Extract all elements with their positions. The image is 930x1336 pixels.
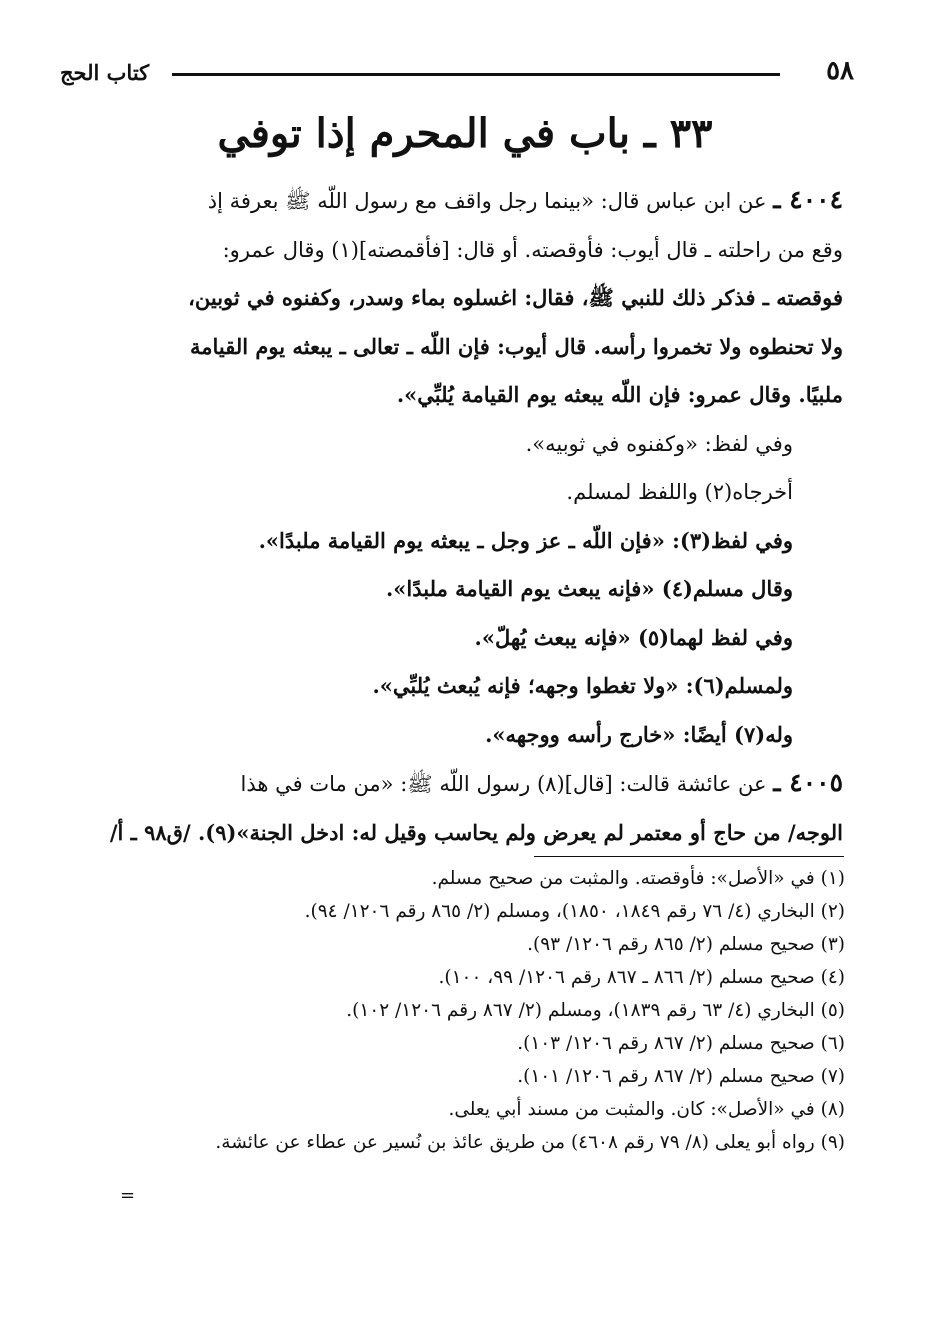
hadith-4004-line-1: ٤٠٠٤ ـ عن ابن عباس قال: «بينما رجل واقف مع رسول اللّه ﷺ بعرفة إذ	[207, 185, 843, 214]
hadith-number: ٤٠٠٤ ـ	[773, 185, 843, 214]
variant-line: وفي لفظ: «وكفنوه في ثوبيه».	[525, 431, 793, 456]
variant-line: وله(٧) أيضًا: «خارج رأسه ووجهه».	[485, 721, 793, 747]
footnote: (٦) صحيح مسلم (٢/ ٨٦٧ رقم ١٢٠٦/ ١٠٣).	[517, 1033, 845, 1054]
page-header	[60, 56, 860, 96]
page-number: ٥٨	[826, 56, 854, 86]
variant-line: ولمسلم(٦): «ولا تغطوا وجهه؛ فإنه يُبعث يُلبِّي».	[372, 673, 793, 698]
footnotes	[100, 862, 845, 1159]
continuation-mark: =	[120, 1185, 136, 1206]
variant-line: أخرجاه(٢) واللفظ لمسلم.	[566, 480, 793, 504]
footnote: (٩) رواه أبو يعلى (٨/ ٧٩ رقم ٤٦٠٨) من طريق عائذ بن نُسير عن عطاء عن عائشة.	[215, 1132, 845, 1153]
variant-line: وفي لفظ لهما(٥) «فإنه يبعث يُهلّ».	[474, 624, 793, 650]
footnote: (٨) في «الأصل»: كان. والمثبت من مسند أبي يعلى.	[448, 1099, 845, 1120]
footnote: (١) في «الأصل»: فأوقصته. والمثبت من صحيح مسلم.	[431, 868, 845, 889]
footnote: (٣) صحيح مسلم (٢/ ٨٦٥ رقم ١٢٠٦/ ٩٣).	[527, 934, 845, 955]
hadith-4004-line-2: وقع من راحلته ـ قال أيوب: فأوقصته. أو قال: [فأقمصته](١) وقال عمرو:	[222, 237, 843, 262]
variant-line: وفي لفظ(٣): «فإن اللّه ـ عز وجل ـ يبعثه يوم القيامة ملبدًا».	[258, 527, 793, 553]
footnote: (٤) صحيح مسلم (٢/ ٨٦٦ ـ ٨٦٧ رقم ١٢٠٦/ ٩٩، ١٠٠).	[438, 967, 845, 988]
footnote: (٥) البخاري (٤/ ٦٣ رقم ١٨٣٩)، ومسلم (٢/ ٨٦٧ رقم ١٢٠٦/ ١٠٢).	[346, 1000, 845, 1021]
footnote: (٢) البخاري (٤/ ٧٦ رقم ١٨٤٩، ١٨٥٠)، ومسلم (٢/ ٨٦٥ رقم ١٢٠٦/ ٩٤).	[304, 901, 845, 922]
variant-line: وقال مسلم(٤) «فإنه يبعث يوم القيامة ملبدًا».	[386, 576, 793, 601]
hadith-4004-line-3: فوقصته ـ فذكر ذلك للنبي ﷺ، فقال: اغسلوه بماء وسدر، وكفنوه في ثوبين،	[188, 285, 843, 310]
hadith-number: ٤٠٠٥ ـ	[773, 768, 843, 797]
chapter-title: ٣٣ ـ باب في المحرم إذا توفي	[217, 110, 713, 157]
header-rule	[172, 73, 780, 76]
main-text	[103, 176, 843, 857]
footnote-separator	[534, 856, 844, 857]
hadith-4005-line-1: ٤٠٠٥ ـ عن عائشة قالت: [قال](٨) رسول اللّه ﷺ: «من مات في هذا	[240, 768, 843, 797]
hadith-4004-line-5: ملبيًا. وقال عمرو: فإن اللّه يبعثه يوم القيامة يُلبِّي».	[396, 382, 843, 407]
running-title: كتاب الحج	[60, 60, 150, 85]
margin-note: /ق٩٨ ـ أ/	[109, 819, 191, 845]
hadith-4005-line-2: الوجه/ من حاج أو معتمر لم يعرض ولم يحاسب وقيل له: ادخل الجنة»(٩). /ق٩٨ ـ أ/	[109, 819, 843, 845]
hadith-4004-line-4: ولا تحنطوه ولا تخمروا رأسه. قال أيوب: فإن اللّه ـ تعالى ـ يبعثه يوم القيامة	[190, 333, 843, 359]
footnote: (٧) صحيح مسلم (٢/ ٨٦٧ رقم ١٢٠٦/ ١٠١).	[517, 1066, 845, 1087]
